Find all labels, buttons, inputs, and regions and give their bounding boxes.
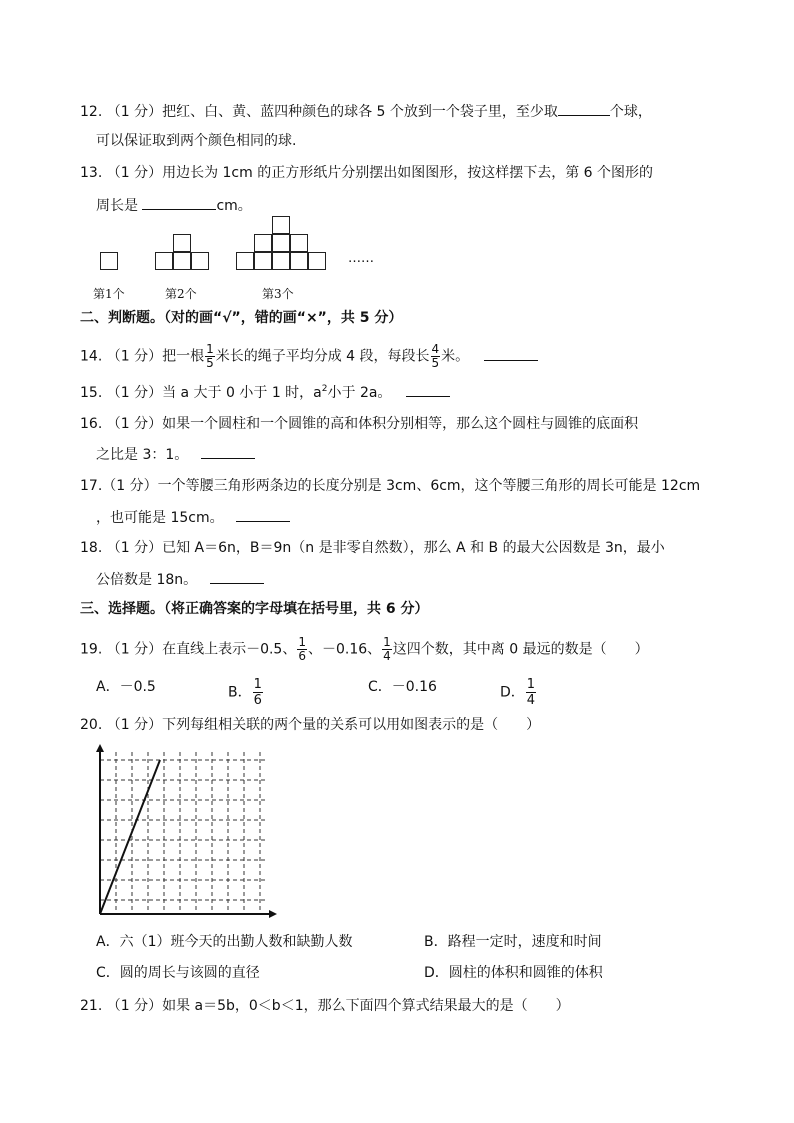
question-text: ，也可能是 15cm。: [96, 510, 224, 526]
option-b[interactable]: B．路程一定时，速度和时间: [424, 934, 602, 950]
question-number: 20.: [80, 717, 103, 733]
question-17-line-2: [96, 507, 290, 528]
fraction-denominator: 6: [253, 693, 262, 708]
question-text: 公倍数是 18n。: [96, 572, 198, 588]
pattern-3-square: [254, 234, 272, 252]
question-text: 已知 A＝6n，B＝9n（n 是非零自然数），那么 A 和 B 的最大公因数是 3n，最小: [162, 540, 665, 556]
pattern-3-square: [290, 252, 308, 270]
pattern-3-square: [272, 252, 290, 270]
question-12-line-2: [96, 131, 296, 151]
answer-blank[interactable]: [201, 444, 255, 459]
fraction-numerator: 4: [431, 342, 440, 356]
question-text: 在直线上表示－0.5、: [162, 641, 297, 658]
fraction-denominator: 4: [526, 693, 536, 708]
question-number: 15.: [80, 385, 103, 401]
question-text: 可以保证取到两个颜色相同的球.: [96, 133, 297, 149]
question-text: 把红、白、黄、蓝四种颜色的球各 5 个放到一个袋子里，至少取: [162, 104, 558, 120]
question-12-line-1: [80, 101, 652, 122]
question-text: 米长的绳子平均分成 4 段，每段长: [215, 348, 430, 365]
question-text: 、－0.16、: [307, 641, 382, 658]
question-text: 米。: [441, 348, 470, 365]
pattern-3-square: [308, 252, 326, 270]
question-text: 用边长为 1cm 的正方形纸片分别摆出如图图形，按这样摆下去，第 6 个图形的: [162, 165, 654, 181]
fraction: [431, 343, 441, 370]
fraction: [526, 677, 536, 708]
question-text: 这四个数，其中离 0 最远的数是（ ）: [392, 641, 649, 658]
section-title: 三、选择题。（将正确答案的字母填在括号里，共 6 分）: [80, 601, 429, 617]
score-label: （1 分）: [102, 478, 158, 494]
answer-blank[interactable]: [484, 346, 538, 361]
question-number: 18.: [80, 540, 103, 556]
x-axis-arrow: [269, 910, 277, 918]
score-label: （1 分）: [106, 165, 163, 181]
fraction: [253, 677, 263, 708]
answer-blank[interactable]: [406, 382, 450, 397]
option-c[interactable]: C．圆的周长与该圆的直径: [96, 965, 260, 981]
proportional-line: [100, 760, 160, 914]
question-text: cm。: [216, 198, 252, 214]
exponent: 2: [321, 384, 328, 394]
pattern-3-square: [290, 234, 308, 252]
option-c[interactable]: C．－0.16: [368, 679, 437, 695]
option-label: D．: [500, 684, 525, 701]
question-number: 19.: [80, 641, 103, 658]
grid-lines: [100, 752, 267, 912]
fraction: [382, 636, 392, 663]
fraction-numerator: 1: [298, 635, 306, 649]
question-19: [80, 636, 649, 663]
question-text: 如果 a＝5b，0＜b＜1，那么下面四个算式结果最大的是（ ）: [162, 998, 570, 1014]
question-text: 一个等腰三角形两条边的长度分别是 3cm、6cm，这个等腰三角形的周长可能是 12cm: [157, 478, 701, 494]
question-21: [80, 996, 570, 1016]
score-label: （1 分）: [106, 998, 163, 1014]
pattern-3-square: [254, 252, 272, 270]
pattern-2-square: [173, 234, 191, 252]
pattern-caption: 第1个: [93, 287, 125, 301]
question-18-line-1: [80, 538, 665, 558]
option-a[interactable]: A．－0.5: [96, 679, 156, 695]
question-16-line-1: [80, 414, 638, 434]
option-b[interactable]: [228, 677, 264, 708]
pattern-2-square: [155, 252, 173, 270]
pattern-caption: 第3个: [262, 287, 294, 301]
question-15: [80, 382, 450, 403]
pattern-3-square: [272, 234, 290, 252]
fraction-numerator: 1: [383, 635, 391, 649]
question-number: 13.: [80, 165, 103, 181]
question-number: 17.: [80, 478, 103, 494]
answer-blank[interactable]: [236, 507, 290, 522]
pattern-3-square: [236, 252, 254, 270]
option-a[interactable]: A．六（1）班今天的出勤人数和缺勤人数: [96, 934, 353, 950]
question-text: 小于 2a。: [327, 385, 392, 401]
question-18-line-2: [96, 569, 264, 590]
answer-blank[interactable]: [558, 101, 610, 116]
question-text: 把一根: [162, 348, 205, 365]
fraction-numerator: 1: [526, 677, 536, 692]
score-label: （1 分）: [106, 416, 163, 432]
score-label: （1 分）: [106, 104, 163, 120]
question-13-line-1: [80, 163, 653, 183]
ellipsis: ……: [348, 251, 374, 266]
question-text: 个球，: [609, 104, 652, 120]
pattern-2-square: [173, 252, 191, 270]
question-14: [80, 343, 538, 370]
question-13-line-2: [96, 195, 252, 216]
answer-blank[interactable]: [210, 569, 264, 584]
question-number: 12.: [80, 104, 103, 120]
question-text: 当 a 大于 0 小于 1 时，a: [162, 385, 322, 401]
question-number: 14.: [80, 348, 103, 365]
y-axis-arrow: [96, 744, 104, 752]
option-label: B．: [228, 684, 252, 701]
fraction: [205, 343, 215, 370]
pattern-caption: 第2个: [165, 287, 197, 301]
pattern-1-square: [100, 252, 118, 270]
question-17-line-1: [80, 476, 700, 496]
question-text: 下列每组相关联的两个量的关系可以用如图表示的是（ ）: [162, 717, 541, 733]
question-20: [80, 715, 540, 735]
fraction-denominator: 5: [206, 356, 214, 370]
fraction-denominator: 5: [431, 356, 440, 370]
answer-blank[interactable]: [142, 195, 216, 210]
fraction-denominator: 6: [298, 649, 306, 663]
score-label: （1 分）: [106, 348, 163, 365]
option-d[interactable]: [500, 677, 537, 708]
line-graph-figure: [92, 742, 278, 922]
fraction-numerator: 1: [253, 677, 262, 692]
fraction-denominator: 4: [383, 649, 391, 663]
score-label: （1 分）: [106, 385, 163, 401]
question-number: 21.: [80, 998, 103, 1014]
fraction: [297, 636, 307, 663]
score-label: （1 分）: [106, 641, 163, 658]
question-16-line-2: [96, 444, 255, 465]
pattern-2-square: [191, 252, 209, 270]
option-d[interactable]: D．圆柱的体积和圆锥的体积: [424, 965, 603, 981]
section-title: 二、判断题。（对的画“√”，错的画“×”，共 5 分）: [80, 310, 403, 326]
question-text: 之比是 3：1。: [96, 447, 189, 463]
question-number: 16.: [80, 416, 103, 432]
fraction-numerator: 1: [206, 342, 214, 356]
question-text: 如果一个圆柱和一个圆锥的高和体积分别相等，那么这个圆柱与圆锥的底面积: [162, 416, 639, 432]
question-text: 周长是: [96, 198, 138, 214]
score-label: （1 分）: [106, 717, 163, 733]
pattern-3-square: [272, 216, 290, 234]
score-label: （1 分）: [106, 540, 163, 556]
